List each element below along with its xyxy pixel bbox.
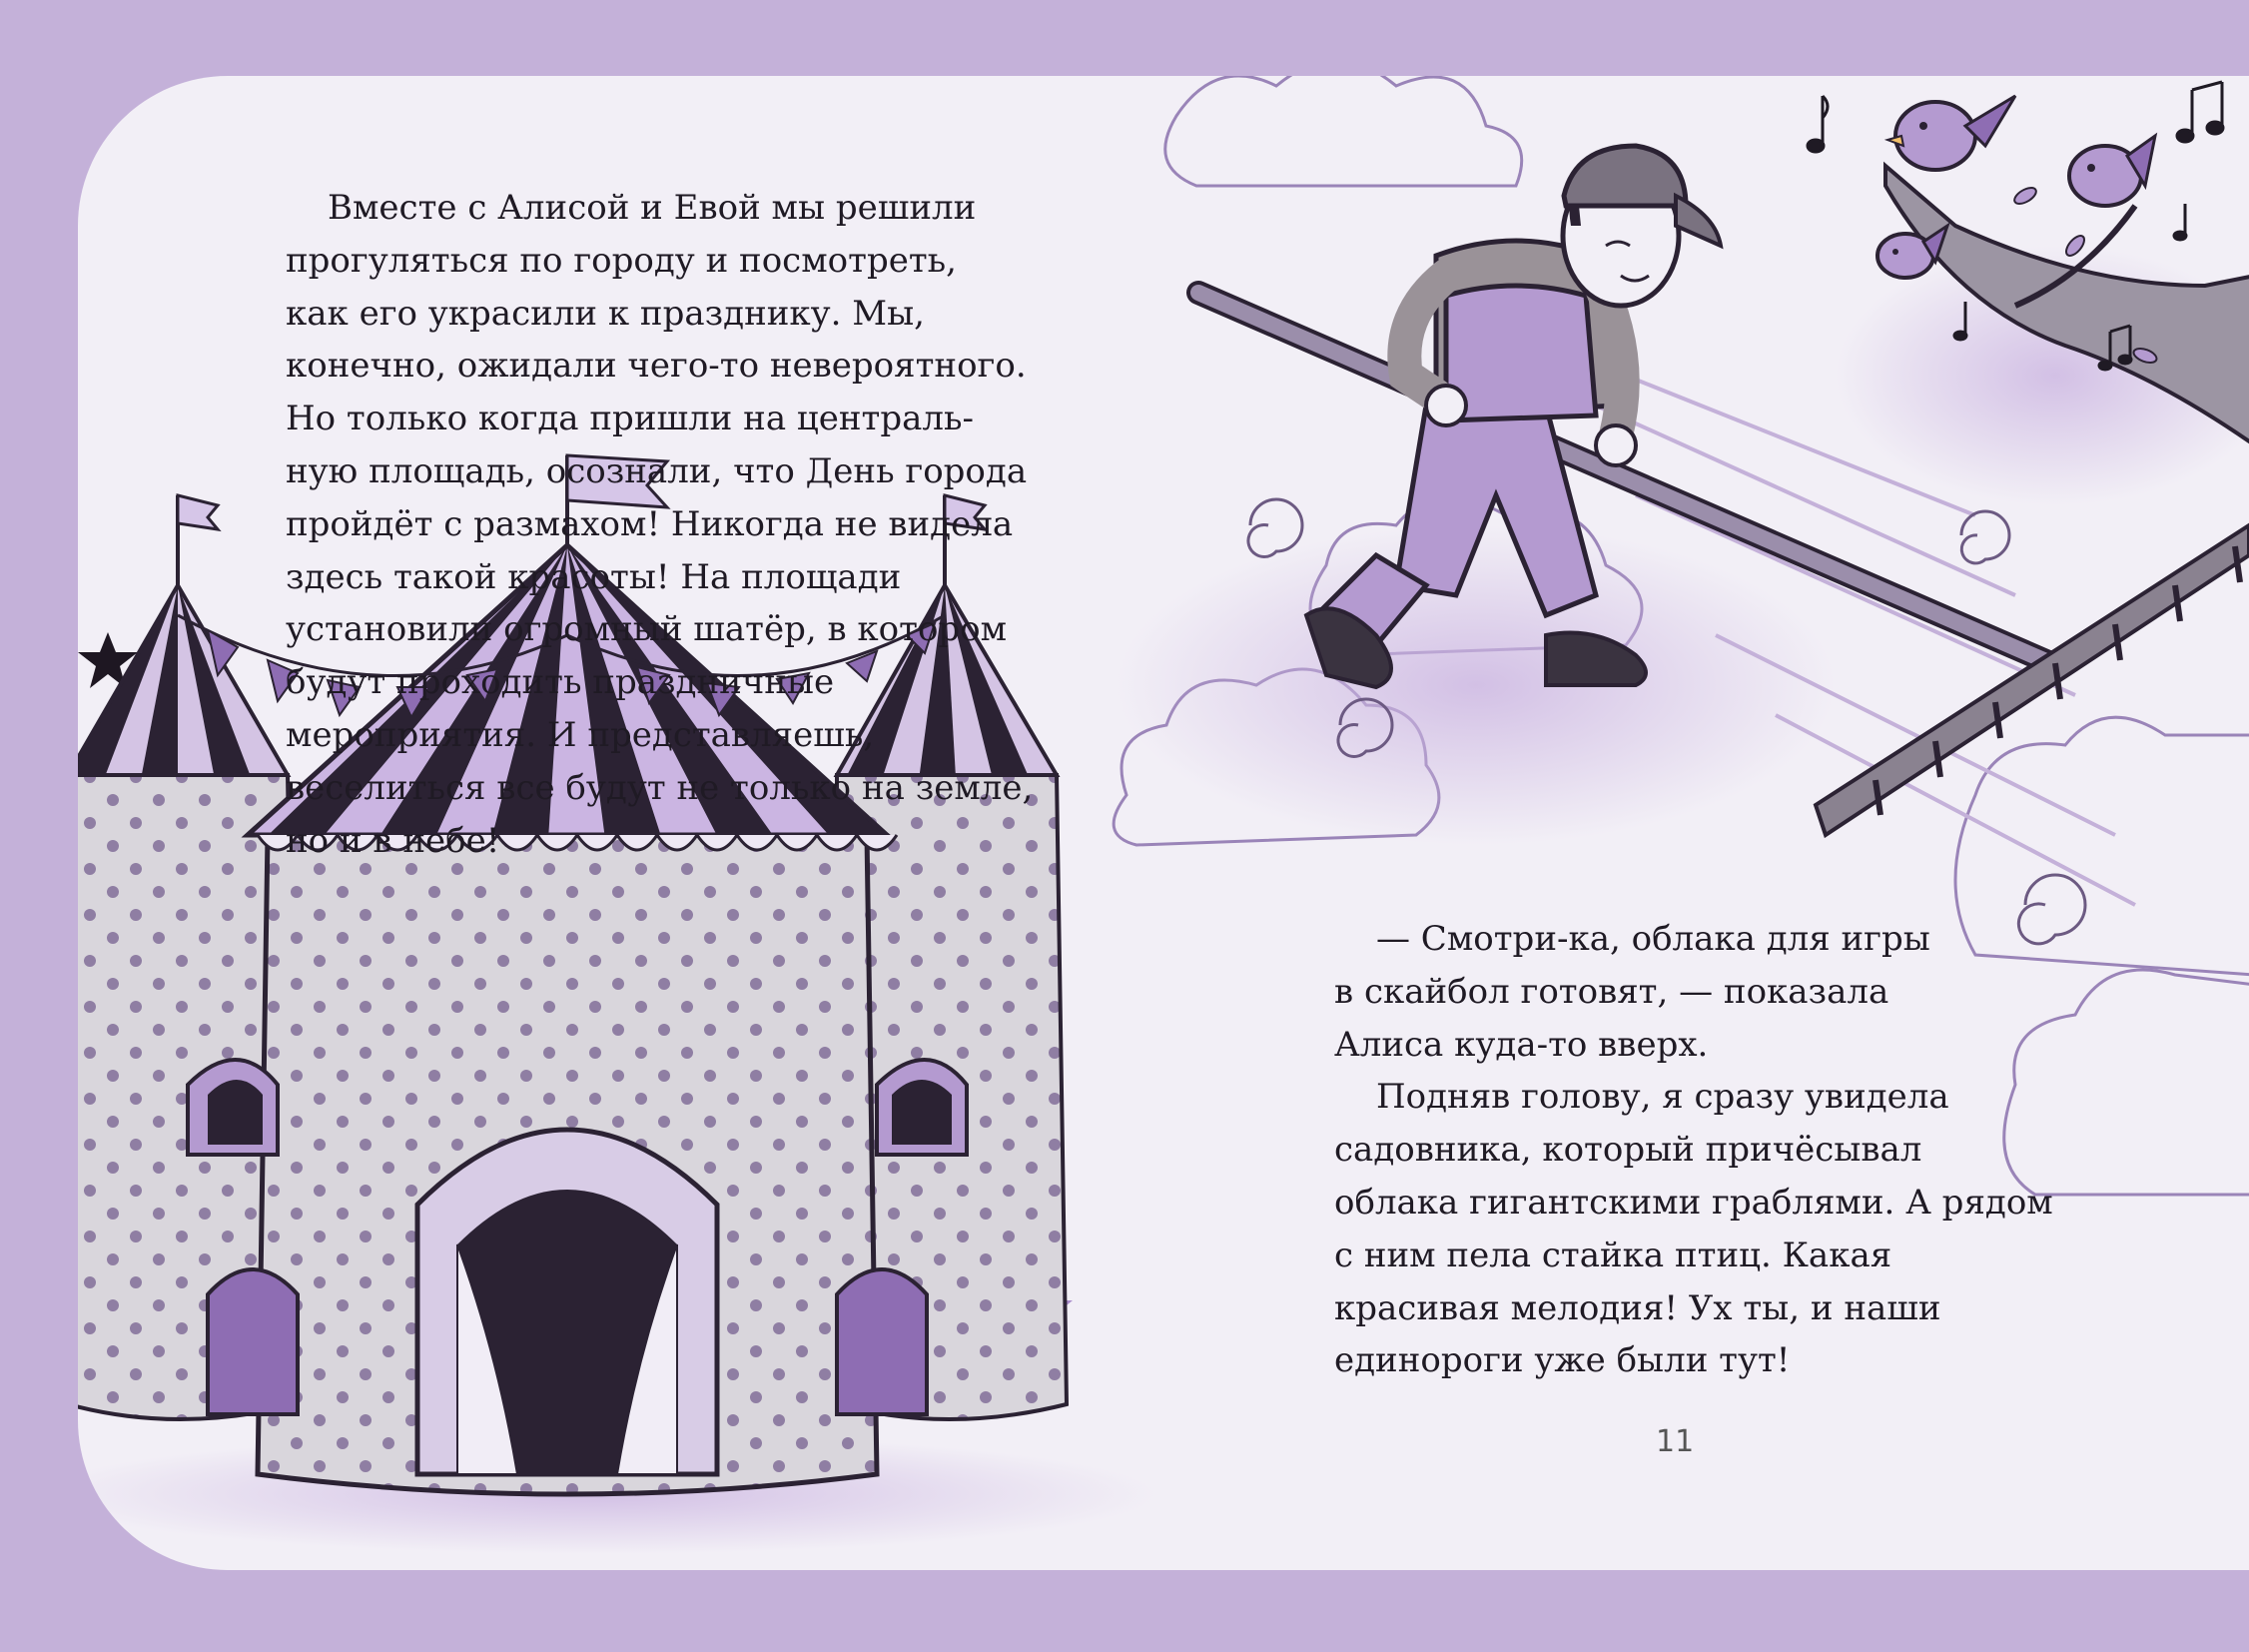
bird-icon bbox=[1887, 96, 2015, 170]
bird-icon bbox=[2069, 136, 2155, 206]
right-paragraph-2: Подняв голову, я сразу увидела садовника, который причёсывал облака гигантскими граблями. А рядом с ним пела стайка птиц. Какая красивая мелодия! Ух ты, и наши единороги уже были тут! bbox=[1334, 1077, 2053, 1381]
left-page-text bbox=[286, 182, 1105, 867]
right-page-text bbox=[1334, 913, 2153, 1387]
right-paragraph-1: — Смотри-ка, облака для игры в скайбол готовят, — показала Алиса куда-то вверх. bbox=[1334, 919, 1930, 1065]
page-number: 11 bbox=[1656, 1424, 1695, 1459]
page-card bbox=[78, 76, 2249, 1570]
left-paragraph: Вместе с Алисой и Евой мы решили прогуляться по городу и посмотреть, как его украсили к празднику. Мы, конечно, ожидали чего-то невероятного. Но только когда пришли на централь- ную площадь, осознали, что День города пройдёт с размахом! Никогда не видела здесь такой красоты! На площади установили огромный шатёр, в котором будут проходить праздничные мероприятия. И представляешь, веселиться все будут не только на земле, но и в небе! bbox=[286, 188, 1034, 861]
